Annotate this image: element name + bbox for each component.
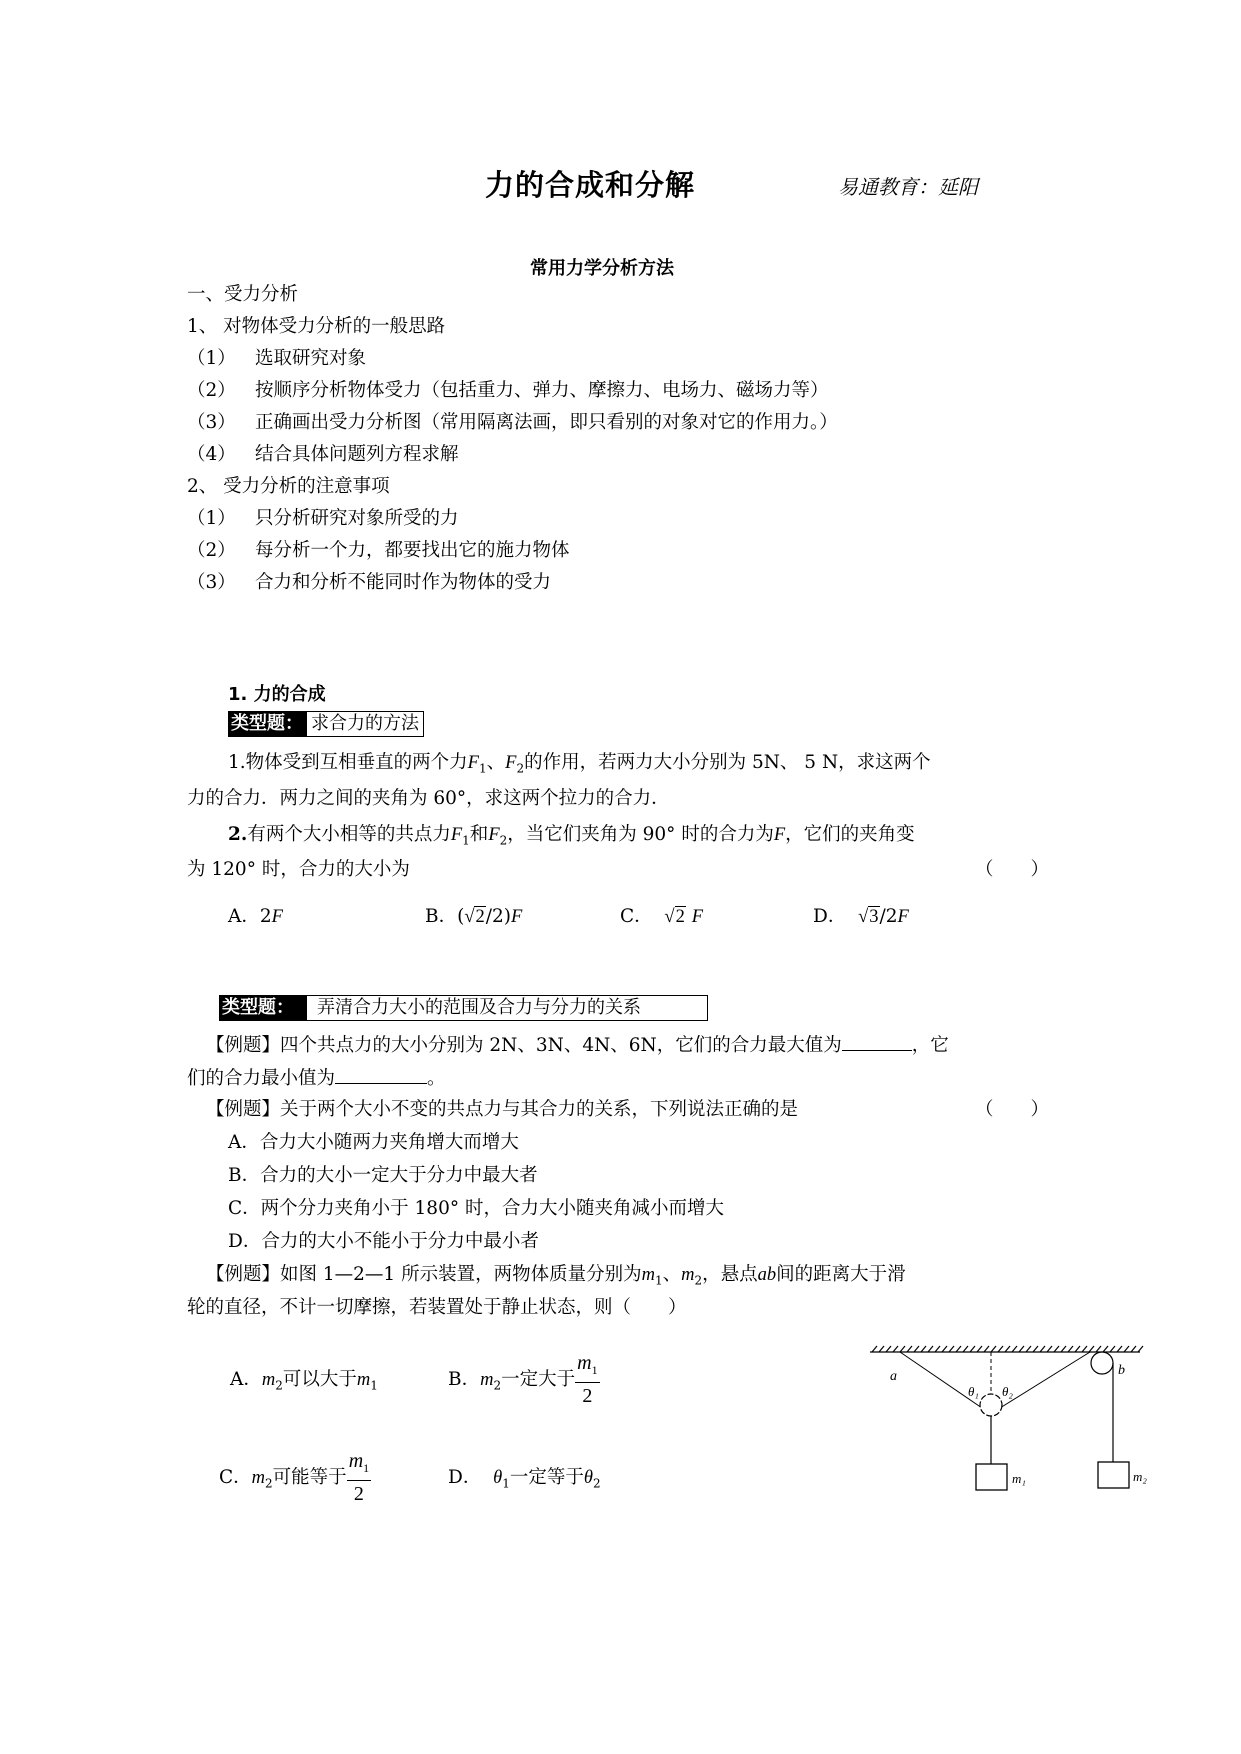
option-label: A． — [230, 1369, 262, 1390]
sub: 2 — [499, 833, 508, 848]
sqrt-symbol: √3 — [858, 907, 879, 927]
radicand: 2 — [675, 907, 685, 927]
sqrt-symbol: √2 — [664, 907, 685, 927]
option-text: 两个分力夹角小于 180° 时，合力大小随夹角减小而增大 — [260, 1198, 724, 1219]
q2-and: 和 — [469, 824, 489, 845]
hatch-mark — [970, 1346, 975, 1352]
option-val: 2 — [259, 906, 272, 927]
example-label: 【例题】 — [206, 1264, 281, 1285]
q2-text: 有两个大小相等的共点力 — [247, 824, 451, 845]
option-text: 一定等于 — [509, 1467, 584, 1488]
pulley-diagram — [860, 1330, 1150, 1510]
item1-step-3 — [187, 411, 838, 435]
fraction — [575, 1351, 599, 1409]
rope-right — [1000, 1352, 1090, 1408]
example-1-line-1 — [206, 1032, 949, 1058]
example-3-option-c[interactable] — [219, 1444, 371, 1507]
document-title: 力的合成和分解 — [485, 168, 696, 202]
type-tag-label: 类型题： — [228, 711, 306, 737]
sub: 2 — [516, 761, 525, 776]
hatch-mark — [886, 1346, 891, 1352]
hatch-mark — [1082, 1346, 1087, 1352]
q2-number: 2. — [228, 824, 248, 845]
hatch-mark — [942, 1346, 947, 1352]
answer-blank-max[interactable] — [842, 1032, 912, 1051]
step-num: （3） — [187, 412, 236, 433]
hatch-mark — [1117, 1346, 1122, 1352]
type-tag-title: 弄清合力大小的范围及合力与分力的关系 — [306, 995, 708, 1021]
example-3-option-b[interactable] — [448, 1346, 600, 1409]
step-num: （3） — [187, 572, 236, 593]
var-theta2: θ — [583, 1468, 593, 1488]
var-f1: F — [467, 753, 479, 773]
example-3-option-d[interactable] — [448, 1466, 601, 1496]
hatch-mark — [1138, 1346, 1143, 1352]
sep: 、 — [486, 752, 506, 773]
example-text: ，它 — [911, 1035, 949, 1056]
mass-block-2 — [1098, 1462, 1129, 1488]
fraction — [347, 1449, 371, 1507]
sub: 1 — [654, 1273, 663, 1288]
q2-text: ，当它们夹角为 90° 时的合力为 — [507, 824, 774, 845]
answer-bracket: （ ） — [975, 859, 1050, 880]
hatch-mark — [963, 1346, 968, 1352]
hatch-mark — [1096, 1346, 1101, 1352]
sqrt-symbol: √2 — [464, 907, 485, 927]
option-label: C． — [620, 906, 653, 927]
label-theta2: θ₂ — [1002, 1384, 1013, 1399]
fraction-numerator — [575, 1351, 599, 1383]
example-text: 间的距离大于滑 — [776, 1264, 906, 1285]
example-text: 四个共点力的大小分别为 2N、3N、4N、6N，它们的合力最大值为 — [280, 1035, 842, 1056]
fraction-numerator — [347, 1449, 371, 1481]
var-f2: F — [505, 753, 517, 773]
q2-option-c[interactable] — [620, 905, 703, 929]
option-text: 合力大小随两力夹角增大而增大 — [259, 1132, 519, 1153]
hatch-mark — [1061, 1346, 1066, 1352]
hatch-mark — [1026, 1346, 1031, 1352]
hatch-mark — [984, 1346, 989, 1352]
q2-text: ，它们的夹角变 — [785, 824, 915, 845]
hatch-mark — [998, 1346, 1003, 1352]
var-m2: m — [261, 1370, 276, 1390]
paren: ( — [457, 906, 465, 927]
var-f: F — [510, 907, 523, 927]
example-2-option-d[interactable] — [228, 1230, 539, 1254]
sub: 1 — [462, 833, 470, 848]
fixed-pulley — [1091, 1352, 1113, 1374]
type-tag-label: 类型题： — [219, 995, 306, 1021]
step-text: 正确画出受力分析图（常用隔离法画，即只看别的对象对它的作用力。） — [255, 412, 838, 433]
sub: 2 — [694, 1273, 703, 1288]
composition-heading: 1. 力的合成 — [228, 684, 326, 705]
hatch-mark — [956, 1346, 961, 1352]
step-text: 结合具体问题列方程求解 — [255, 444, 459, 465]
var-m1: m — [348, 1450, 364, 1472]
step-num: （1） — [187, 348, 236, 369]
hatch-mark — [1047, 1346, 1052, 1352]
step-num: （1） — [187, 508, 236, 529]
item2-step-1 — [187, 507, 459, 531]
example-text: 们的合力最小值为 — [187, 1068, 336, 1089]
option-text: 一定大于 — [501, 1369, 576, 1390]
type-tag-title: 求合力的方法 — [306, 711, 424, 737]
rope-left — [900, 1352, 982, 1408]
hatch-mark — [1131, 1346, 1136, 1352]
var-f1: F — [450, 825, 463, 845]
step-text: 每分析一个力，都要找出它的施力物体 — [255, 540, 570, 561]
sub: 2 — [275, 1378, 283, 1393]
label-a: a — [890, 1369, 897, 1384]
author-label: 易通教育：延阳 — [838, 175, 978, 199]
var-m1: m — [641, 1265, 655, 1285]
hatch-mark — [900, 1346, 905, 1352]
hatch-mark — [1019, 1346, 1024, 1352]
example-1-line-2 — [187, 1065, 446, 1091]
fraction-denominator: 2 — [582, 1385, 593, 1407]
var-f2: F — [488, 825, 500, 845]
var-m1: m — [577, 1352, 592, 1374]
var-f: F — [773, 825, 786, 845]
hatch-mark — [872, 1346, 877, 1352]
item2-step-3 — [187, 571, 551, 595]
hatch-mark — [1103, 1346, 1108, 1352]
question-1-line-1 — [228, 751, 931, 781]
var-f: F — [897, 907, 909, 927]
q2-option-d[interactable] — [813, 905, 909, 929]
example-2-option-a[interactable] — [228, 1131, 519, 1155]
option-label: B． — [228, 1165, 261, 1186]
hatch-mark — [1110, 1346, 1115, 1352]
step-text: 选取研究对象 — [255, 348, 367, 369]
item1-step-4 — [187, 443, 459, 467]
question-2-line-1 — [228, 823, 915, 853]
question-2-line-2: 为 120° 时，合力的大小为 — [187, 859, 410, 880]
q2-option-b[interactable] — [425, 905, 522, 929]
example-label: 【例题】 — [206, 1099, 281, 1120]
step-num: （2） — [187, 380, 236, 401]
option-text: 合力的大小不能小于分力中最小者 — [261, 1231, 539, 1252]
option-rest: /2 — [879, 906, 898, 927]
option-text: 可能等于 — [272, 1467, 347, 1488]
example-2-question — [206, 1098, 798, 1122]
option-label: B． — [425, 906, 458, 927]
hatch-mark — [991, 1346, 996, 1352]
example-text: ，悬点 — [702, 1264, 758, 1285]
var-m2: m — [480, 1370, 494, 1390]
option-rest: /2) — [485, 906, 511, 927]
example-text: 关于两个大小不变的共点力与其合力的关系，下列说法正确的是 — [280, 1099, 799, 1120]
option-label: D． — [448, 1467, 482, 1488]
var-theta1: θ — [493, 1468, 503, 1488]
example-text: 如图 1—2—1 所示装置，两物体质量分别为 — [280, 1264, 642, 1285]
sub: 2 — [493, 1378, 502, 1393]
label-m2: m₂ — [1133, 1469, 1147, 1484]
sub: 2 — [265, 1476, 273, 1491]
hatch-mark — [879, 1346, 884, 1352]
item2-label: 2、 受力分析的注意事项 — [187, 476, 390, 497]
moving-pulley — [980, 1394, 1002, 1416]
item1-step-1 — [187, 347, 366, 371]
type-tag-1 — [228, 711, 424, 737]
var-ab: ab — [757, 1265, 777, 1285]
radicand: 3 — [869, 907, 879, 927]
fraction-denominator: 2 — [353, 1483, 364, 1505]
hatch-mark — [949, 1346, 954, 1352]
example-2-option-c[interactable] — [228, 1197, 724, 1221]
question-1-line-2: 力的合力．两力之间的夹角为 60°，求这两个拉力的合力． — [187, 788, 670, 809]
hatch-mark — [928, 1346, 933, 1352]
hatch-mark — [1068, 1346, 1073, 1352]
hatch-mark — [1089, 1346, 1094, 1352]
step-num: （4） — [187, 444, 236, 465]
sep: 、 — [662, 1264, 682, 1285]
answer-blank-min[interactable] — [335, 1065, 427, 1084]
part1-heading: 一、受力分析 — [187, 284, 299, 305]
step-text: 只分析研究对象所受的力 — [255, 508, 459, 529]
var-f: F — [691, 907, 704, 927]
step-num: （2） — [187, 540, 236, 561]
example-end: 。 — [427, 1068, 446, 1089]
sub: 2 — [592, 1476, 601, 1491]
option-label: A． — [228, 906, 260, 927]
option-label: D． — [813, 906, 847, 927]
sub: 1 — [478, 761, 487, 776]
mass-block-1 — [976, 1464, 1007, 1490]
hatch-mark — [914, 1346, 919, 1352]
step-text: 合力和分析不能同时作为物体的受力 — [255, 572, 552, 593]
q1-prefix: 1.物体受到互相垂直的两个力 — [228, 752, 468, 773]
var-m1: m — [356, 1370, 371, 1390]
hatch-mark — [1033, 1346, 1038, 1352]
label-b: b — [1118, 1363, 1125, 1378]
hatch-mark — [1075, 1346, 1080, 1352]
option-label: C． — [219, 1467, 252, 1488]
section-title: 常用力学分析方法 — [530, 258, 674, 279]
hatch-mark — [1012, 1346, 1017, 1352]
type-tag-2 — [219, 995, 708, 1021]
hatch-mark — [1124, 1346, 1129, 1352]
var-m2: m — [681, 1265, 695, 1285]
item1-step-2 — [187, 379, 829, 403]
label-theta1: θ₁ — [968, 1384, 979, 1399]
item2-step-2 — [187, 539, 570, 563]
item1-label: 1、 对物体受力分析的一般思路 — [187, 316, 446, 337]
hatch-mark — [935, 1346, 940, 1352]
sub: 1 — [370, 1378, 378, 1393]
q2-option-a[interactable] — [228, 905, 283, 929]
hatch-mark — [1040, 1346, 1045, 1352]
option-label: D． — [228, 1231, 262, 1252]
hatch-mark — [977, 1346, 982, 1352]
hatch-mark — [907, 1346, 912, 1352]
answer-bracket: （ ） — [975, 1099, 1050, 1120]
option-text: 可以大于 — [282, 1369, 357, 1390]
option-text: 合力的大小一定大于分力中最大者 — [260, 1165, 538, 1186]
sub: 1 — [363, 1461, 370, 1475]
sub: 1 — [591, 1363, 598, 1377]
hatch-mark — [1005, 1346, 1010, 1352]
option-label: B． — [448, 1369, 481, 1390]
label-m1: m₁ — [1012, 1471, 1026, 1486]
option-label: C． — [228, 1198, 261, 1219]
option-label: A． — [228, 1132, 260, 1153]
var-f: F — [271, 907, 283, 927]
hatch-mark — [921, 1346, 926, 1352]
radicand: 2 — [475, 907, 485, 927]
example-3-line-1 — [206, 1263, 906, 1293]
ceiling — [870, 1346, 1143, 1352]
example-3-line-2: 轮的直径，不计一切摩擦，若装置处于静止状态，则（ ） — [187, 1297, 687, 1318]
step-text: 按顺序分析物体受力（包括重力、弹力、摩擦力、电场力、磁场力等） — [255, 380, 829, 401]
hatch-mark — [1054, 1346, 1059, 1352]
sub: 1 — [502, 1476, 510, 1491]
example-3-option-a[interactable] — [230, 1368, 378, 1398]
var-m2: m — [251, 1468, 266, 1488]
hatch-mark — [893, 1346, 898, 1352]
example-label: 【例题】 — [206, 1035, 281, 1056]
example-2-option-b[interactable] — [228, 1164, 538, 1188]
q1-rest: 的作用，若两力大小分别为 5N、 5 N，求这两个 — [524, 752, 931, 773]
